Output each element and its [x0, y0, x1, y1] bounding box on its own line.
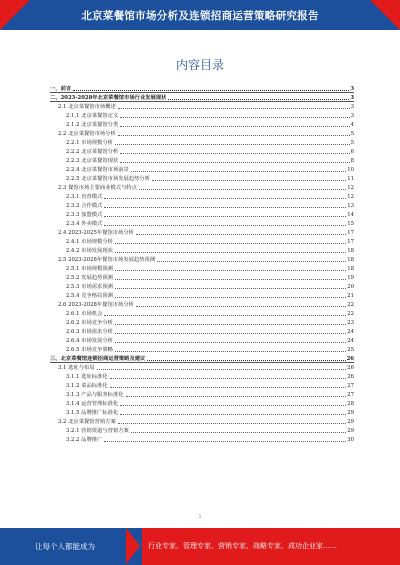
toc-dot-leader — [136, 234, 346, 235]
toc-entry-page: 17 — [347, 239, 354, 245]
toc-entry[interactable] — [50, 308, 354, 317]
toc-dot-leader — [118, 423, 346, 424]
toc-entry-page: 22 — [347, 311, 354, 317]
toc-dot-leader — [115, 297, 346, 298]
footer-slogan-right: 行业专家、管理专家、营销专家、战略专家、成功企业家…… — [142, 528, 400, 565]
toc-entry-label: 2.2.5 北京菜餐馆市场发展趋势分析 — [66, 176, 151, 182]
toc-entry-label: 2.5.3 市场需求预测 — [66, 284, 113, 290]
toc-entry[interactable] — [50, 371, 354, 380]
toc-entry-label: 2.6.4 市场发展分析 — [66, 338, 113, 344]
toc-entry-page: 23 — [347, 320, 354, 326]
toc-entry-label: 2.2.2 北京菜餐馆分析 — [66, 149, 119, 155]
toc-entry-label: 3.1.3 产品与服务标准化 — [66, 392, 124, 398]
toc-entry[interactable] — [50, 119, 354, 128]
footer-slogan-left: 让每个人都能成为 — [35, 542, 95, 551]
toc-dot-leader — [104, 225, 346, 226]
toc-entry-label: 2.6.5 市场竞争策略 — [66, 347, 113, 353]
toc-entry-page: 24 — [347, 338, 354, 344]
toc-entry-page: 12 — [347, 185, 354, 191]
toc-entry-label: 2.5.2 发展趋势预测 — [66, 275, 113, 281]
toc-entry-label: 2.1.1 北京菜餐馆定义 — [66, 113, 119, 119]
toc-entry-page: 26 — [346, 356, 354, 362]
toc-entry-label: 2.6.3 市场需求分析 — [66, 329, 113, 335]
toc-dot-leader — [120, 126, 349, 127]
toc-dot-leader — [115, 288, 346, 289]
report-header — [0, 0, 400, 30]
toc-entry[interactable] — [50, 236, 354, 245]
toc-entry-page: 18 — [347, 248, 354, 254]
footer-arrow-shape — [126, 528, 140, 564]
toc-entry-page: 6 — [350, 149, 354, 155]
toc-entry[interactable] — [50, 227, 354, 236]
toc-entry[interactable] — [50, 299, 354, 308]
toc-entry[interactable] — [50, 128, 354, 137]
toc-entry-label: 三、北京菜餐馆连锁招商运营策略及建议 — [50, 356, 146, 362]
toc-entry-page: 8 — [350, 158, 354, 164]
toc-entry-page: 3 — [350, 95, 354, 101]
toc-dot-leader — [115, 333, 346, 334]
toc-entry[interactable] — [50, 362, 354, 371]
toc-entry[interactable] — [50, 317, 354, 326]
toc-entry-page: 29 — [347, 419, 354, 425]
toc-entry-label: 2.3.3 加盟模式 — [66, 212, 103, 218]
toc-entry-label: 2.3.4 外卖模式 — [66, 221, 103, 227]
toc-entry-page: 14 — [347, 212, 354, 218]
toc-entry[interactable] — [50, 326, 354, 335]
toc-entry[interactable] — [50, 389, 354, 398]
toc-entry-page: 27 — [347, 392, 354, 398]
toc-entry-label: 2.2 北京菜餐馆市场分析 — [58, 131, 116, 137]
toc-dot-leader — [115, 342, 346, 343]
toc-entry[interactable] — [50, 407, 354, 416]
toc-entry[interactable] — [50, 155, 354, 164]
toc-entry-page: 25 — [347, 347, 354, 353]
toc-dot-leader — [168, 99, 349, 100]
toc-entry-label: 2.5 2023-2028年餐馆市场发展趋势预测 — [58, 257, 156, 263]
toc-dot-leader — [152, 180, 346, 181]
toc-dot-leader — [126, 396, 347, 397]
toc-entry-page: 11 — [347, 176, 354, 182]
toc-dot-leader — [115, 252, 346, 253]
toc-dot-leader — [110, 378, 347, 379]
toc-entry-page: 3 — [350, 86, 354, 92]
toc-entry-page: 5 — [350, 131, 354, 137]
toc-entry-label: 二、2023-2028年北京菜餐馆市场行业发展现状 — [50, 95, 167, 101]
toc-entry-page: 12 — [347, 194, 354, 200]
toc-dot-leader — [120, 162, 349, 163]
toc-entry-page: 4 — [350, 122, 354, 128]
toc-dot-leader — [115, 270, 346, 271]
toc-entry-label: 2.4.2 市场发展现状 — [66, 248, 113, 254]
toc-entry[interactable] — [50, 398, 354, 407]
toc-entry-page: 26 — [347, 365, 354, 371]
toc-entry[interactable] — [50, 164, 354, 173]
toc-entry-label: 2.2.3 北京菜餐馆现状 — [66, 158, 119, 164]
table-of-contents — [50, 83, 354, 443]
toc-entry-page: 3 — [350, 113, 354, 119]
toc-entry[interactable] — [50, 380, 354, 389]
toc-dot-leader — [104, 216, 346, 217]
toc-entry-label: 2.2.4 北京菜餐馆市场前景 — [66, 167, 129, 173]
toc-entry-label: 2.1.2 北京菜餐馆分类 — [66, 122, 119, 128]
toc-dot-leader — [115, 324, 346, 325]
toc-entry-label: 2.1 北京菜餐馆市场概述 — [58, 104, 116, 110]
toc-entry-label: 2.4.1 市场规模分析 — [66, 239, 113, 245]
toc-entry-label: 3.1.5 品牌推广标准化 — [66, 410, 119, 416]
toc-dot-leader — [139, 189, 346, 190]
toc-entry[interactable] — [50, 353, 354, 362]
toc-entry[interactable] — [50, 434, 354, 443]
toc-entry[interactable] — [50, 425, 354, 434]
toc-entry-page: 20 — [347, 284, 354, 290]
toc-dot-leader — [118, 135, 350, 136]
toc-entry-label: 一、前言 — [50, 86, 72, 92]
toc-dot-leader — [115, 279, 346, 280]
toc-dot-leader — [120, 405, 346, 406]
toc-entry-label: 2.6.1 市场机会 — [66, 311, 103, 317]
report-title: 北京菜餐馆市场分析及连锁招商运营策略研究报告 — [81, 10, 319, 22]
toc-entry[interactable] — [50, 263, 354, 272]
toc-entry[interactable] — [50, 245, 354, 254]
toc-entry-label: 2.5.1 市场规模预测 — [66, 266, 113, 272]
toc-entry-page: 21 — [347, 293, 354, 299]
toc-entry-page: 10 — [347, 167, 354, 173]
toc-heading: 内容目录 — [175, 58, 224, 72]
toc-entry-page: 22 — [347, 302, 354, 308]
toc-dot-leader — [120, 414, 346, 415]
toc-dot-leader — [120, 117, 349, 118]
toc-entry-page: 28 — [347, 401, 354, 407]
toc-dot-leader — [104, 207, 346, 208]
toc-entry-label: 3.1.2 菜品标准化 — [66, 383, 108, 389]
toc-entry[interactable] — [50, 173, 354, 182]
toc-entry[interactable] — [50, 218, 354, 227]
toc-entry[interactable] — [50, 254, 354, 263]
toc-entry-page: 5 — [350, 140, 354, 146]
page-number: 1 — [198, 514, 202, 519]
toc-entry[interactable] — [50, 191, 354, 200]
toc-entry-label: 2.5.4 竞争格局预测 — [66, 293, 113, 299]
report-footer — [0, 528, 400, 565]
toc-dot-leader — [136, 306, 346, 307]
toc-entry-page: 3 — [350, 104, 354, 110]
toc-entry-label: 3.1.1 选址标准化 — [66, 374, 108, 380]
toc-entry-label: 3.2.1 营销渠道与营销方案 — [66, 428, 129, 434]
toc-dot-leader — [104, 198, 346, 199]
toc-entry[interactable] — [50, 101, 354, 110]
toc-dot-leader — [115, 351, 346, 352]
toc-entry[interactable] — [50, 146, 354, 155]
toc-dot-leader — [147, 360, 345, 361]
toc-entry-label: 2.3.2 合作模式 — [66, 203, 103, 209]
header-corner-right — [370, 0, 400, 30]
toc-entry[interactable] — [50, 137, 354, 146]
toc-entry-label: 2.2.1 市场规模分析 — [66, 140, 113, 146]
toc-entry-page: 24 — [347, 329, 354, 335]
toc-dot-leader — [104, 315, 346, 316]
toc-entry-page: 30 — [347, 437, 354, 443]
toc-entry-page: 27 — [347, 383, 354, 389]
toc-entry-page: 18 — [347, 266, 354, 272]
toc-entry[interactable] — [50, 83, 354, 92]
toc-entry-label: 2.3 餐馆市场主要商业模式与特点 — [58, 185, 137, 191]
toc-entry-label: 2.6 2023-2028年餐馆市场分析 — [58, 302, 134, 308]
toc-dot-leader — [110, 387, 347, 388]
toc-dot-leader — [118, 108, 350, 109]
toc-dot-leader — [131, 171, 346, 172]
toc-dot-leader — [131, 432, 346, 433]
toc-entry-label: 3.1 选址与布局 — [58, 365, 95, 371]
toc-entry[interactable] — [50, 209, 354, 218]
toc-entry-page: 26 — [347, 374, 354, 380]
toc-entry[interactable] — [50, 200, 354, 209]
toc-entry[interactable] — [50, 110, 354, 119]
toc-dot-leader — [97, 369, 347, 370]
toc-entry[interactable] — [50, 92, 354, 101]
toc-entry-label: 2.4 2023-2025年餐馆市场分析 — [58, 230, 134, 236]
toc-entry-page: 18 — [347, 257, 354, 263]
toc-entry-label: 2.3.1 直营模式 — [66, 194, 103, 200]
toc-entry[interactable] — [50, 281, 354, 290]
toc-dot-leader — [120, 153, 349, 154]
toc-entry-page: 15 — [347, 221, 354, 227]
toc-entry-label: 2.6.2 市场竞争分析 — [66, 320, 113, 326]
toc-dot-leader — [157, 261, 346, 262]
toc-dot-leader — [73, 90, 349, 91]
toc-entry-page: 29 — [347, 428, 354, 434]
toc-entry[interactable] — [50, 344, 354, 353]
toc-entry-page: 29 — [347, 410, 354, 416]
toc-entry-page: 19 — [347, 275, 354, 281]
toc-entry-page: 17 — [347, 230, 354, 236]
toc-dot-leader — [115, 144, 350, 145]
toc-entry-label: 3.1.4 运营管理标准化 — [66, 401, 119, 407]
toc-entry-page: 13 — [347, 203, 354, 209]
toc-entry-label: 3.2 北京菜餐馆营销方案 — [58, 419, 116, 425]
toc-entry[interactable] — [50, 290, 354, 299]
toc-dot-leader — [104, 441, 346, 442]
toc-entry[interactable] — [50, 335, 354, 344]
toc-entry-label: 3.2.2 品牌推广 — [66, 437, 103, 443]
toc-dot-leader — [115, 243, 346, 244]
toc-entry[interactable] — [50, 416, 354, 425]
toc-entry[interactable] — [50, 272, 354, 281]
toc-entry[interactable] — [50, 182, 354, 191]
